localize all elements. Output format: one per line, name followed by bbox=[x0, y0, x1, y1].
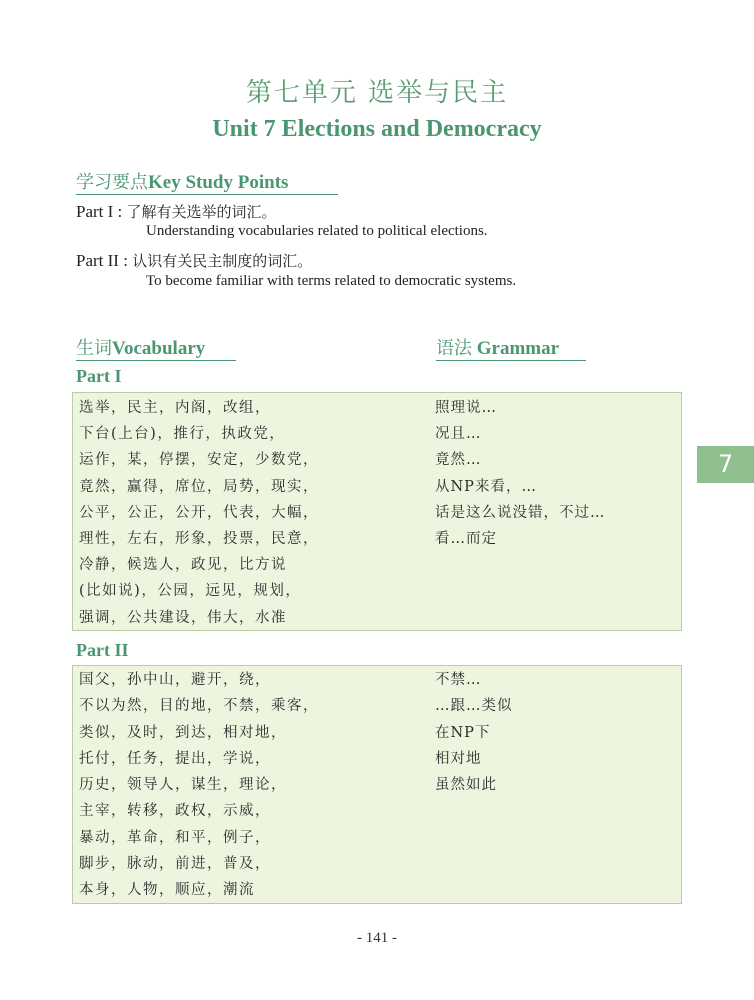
key-study-points-heading-en: Key Study Points bbox=[148, 172, 289, 193]
vocabulary-heading-en: Vocabulary bbox=[112, 338, 206, 359]
grammar-row: 虽然如此 bbox=[435, 777, 497, 794]
grammar-heading bbox=[436, 334, 586, 361]
part2-vocab-list bbox=[79, 667, 319, 904]
vocab-row: 理性，左右，形象，投票，民意， bbox=[79, 530, 319, 547]
grammar-heading-cn: 语法 bbox=[436, 338, 472, 359]
key-point-part1-zh: 了解有关选举的词汇。 bbox=[126, 203, 277, 221]
vocab-row: 运作，某，停摆，安定，少数党， bbox=[79, 452, 319, 469]
vocabulary-heading bbox=[76, 334, 236, 361]
part2-label: Part II bbox=[76, 640, 129, 660]
vocab-row: 强调，公共建设，伟大，水准 bbox=[79, 609, 287, 626]
vocabulary-heading-cn: 生词 bbox=[76, 338, 112, 359]
grammar-row: 话是这么说没错，不过… bbox=[435, 504, 606, 521]
part1-label: Part I bbox=[76, 366, 122, 386]
grammar-row: …跟…类似 bbox=[435, 698, 513, 715]
vocab-row: (比如说)，公园，远见，规划， bbox=[79, 583, 302, 600]
vocab-row: 暴动，革命，和平，例子， bbox=[79, 829, 271, 846]
key-point-part2-en: To become familiar with terms related to democratic systems. bbox=[146, 273, 517, 289]
chapter-tab: 7 bbox=[697, 446, 754, 483]
grammar-row: 竟然… bbox=[435, 452, 482, 469]
key-study-points-heading bbox=[76, 168, 338, 195]
vocab-row: 竟然，赢得，席位，局势，现实， bbox=[79, 478, 319, 495]
vocab-row: 下台(上台)，推行，执政党， bbox=[79, 426, 286, 443]
part2-box bbox=[72, 665, 682, 904]
vocab-row: 托付，任务，提出，学说， bbox=[79, 750, 271, 767]
grammar-row: 从NP来看，… bbox=[435, 478, 537, 495]
key-point-part1-en: Understanding vocabularies related to political elections. bbox=[146, 223, 488, 239]
grammar-heading-en: Grammar bbox=[476, 338, 560, 359]
grammar-row: 在NP下 bbox=[435, 724, 491, 741]
vocab-row: 类似，及时，到达，相对地， bbox=[79, 724, 287, 741]
key-point-part2-zh: 认识有关民主制度的词汇。 bbox=[132, 252, 313, 270]
vocab-row: 公平，公正，公开，代表，大幅， bbox=[79, 504, 319, 521]
grammar-row: 照理说… bbox=[435, 400, 497, 416]
grammar-row: 看…而定 bbox=[435, 530, 497, 547]
vocab-row: 国父，孙中山，避开，绕， bbox=[79, 672, 271, 688]
vocab-row: 脚步，脉动，前进，普及， bbox=[79, 856, 271, 873]
unit-title-english: Unit 7 Elections and Democracy bbox=[212, 116, 542, 142]
part1-vocab-list bbox=[79, 395, 319, 631]
grammar-row: 不禁… bbox=[435, 672, 482, 688]
vocab-row: 主宰，转移，政权，示威， bbox=[79, 803, 271, 820]
part1-grammar-list bbox=[435, 395, 606, 552]
part1-box bbox=[72, 392, 682, 631]
key-point-part1 bbox=[76, 201, 277, 222]
unit-title-chinese: 第七单元 选举与民主 bbox=[245, 78, 509, 108]
vocab-row: 冷静，候选人，政见，比方说 bbox=[79, 557, 287, 574]
page-number: - 141 - bbox=[357, 930, 397, 946]
part2-grammar-list bbox=[435, 667, 513, 798]
vocab-row: 本身，人物，顺应，潮流 bbox=[79, 882, 255, 899]
vocab-row: 不以为然，目的地，不禁，乘客， bbox=[79, 698, 319, 715]
grammar-row: 况且… bbox=[435, 426, 482, 443]
key-point-part1-label: Part I : bbox=[76, 202, 123, 221]
key-study-points-heading-cn: 学习要点 bbox=[76, 172, 148, 193]
grammar-row: 相对地 bbox=[435, 750, 482, 767]
key-point-part2 bbox=[76, 250, 312, 271]
vocab-row: 选举，民主，内阁，改组， bbox=[79, 400, 271, 416]
key-point-part2-label: Part II : bbox=[76, 251, 128, 270]
vocab-row: 历史，领导人，谋生，理论， bbox=[79, 777, 287, 794]
